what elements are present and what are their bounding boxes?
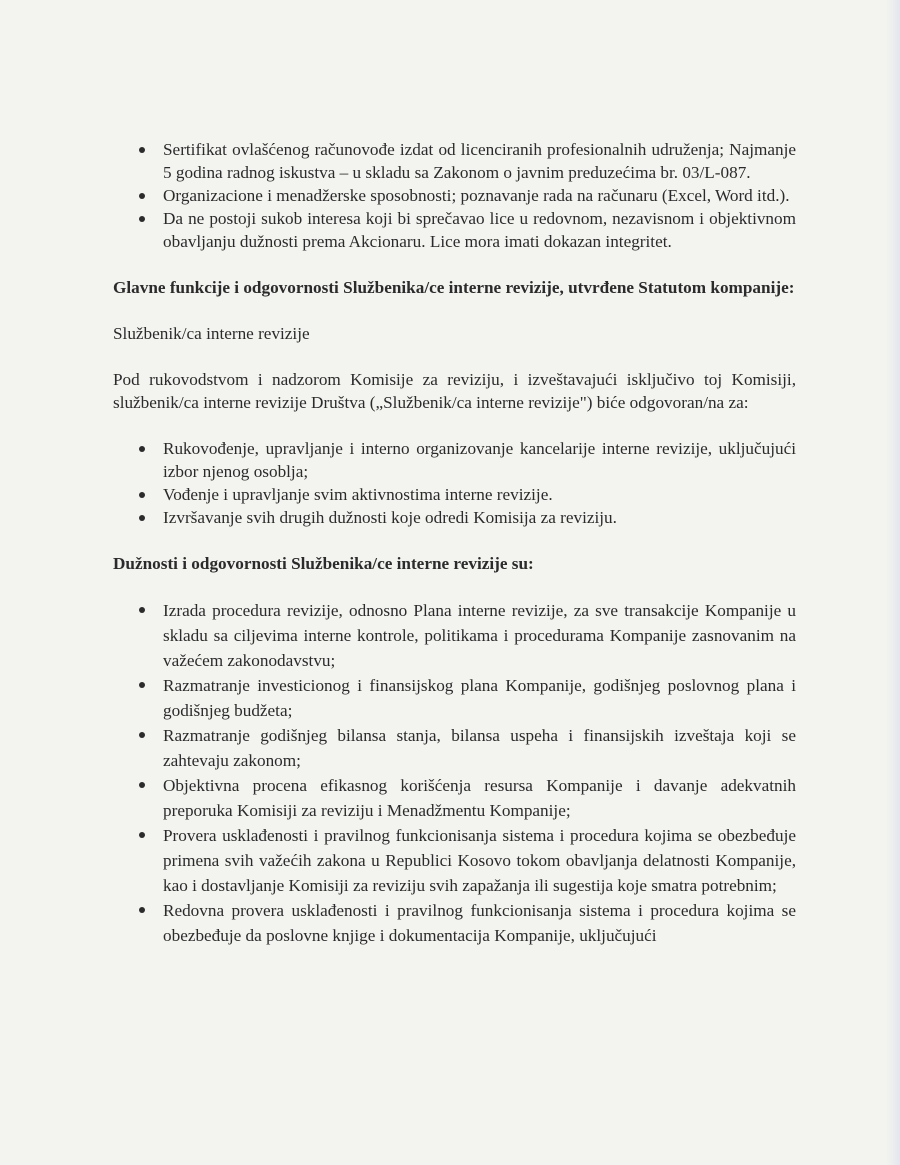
bullet-icon bbox=[139, 193, 145, 199]
requirements-list bbox=[113, 138, 796, 253]
list-item: Izrada procedura revizije, odnosno Plana interne revizije, za sve transakcije Kompanije u skladu sa ciljevima interne kontrole, politikama i procedurama Kompanije zasnovanim na važećem zakonodavstvu; bbox=[113, 598, 796, 673]
list-item: Provera usklađenosti i pravilnog funkcionisanja sistema i procedura kojima se obezbeđuje primena svih važećih zakona u Republici Kosovo tokom obavljanja delatnosti Kompanije, kao i dostavljanje Komisiji za reviziju svih zapažanja ili sugestija koje smatra potrebnim; bbox=[113, 823, 796, 898]
bullet-icon bbox=[139, 832, 145, 838]
list-item: Razmatranje investicionog i finansijskog plana Kompanije, godišnjeg poslovnog plana i godišnjeg budžeta; bbox=[113, 673, 796, 723]
list-item: Objektivna procena efikasnog korišćenja resursa Kompanije i davanje adekvatnih preporuka Komisiji za reviziju i Menadžmentu Kompanije; bbox=[113, 773, 796, 823]
subtitle: Službenik/ca interne revizije bbox=[113, 324, 310, 343]
list-item: Vođenje i upravljanje svim aktivnostima interne revizije. bbox=[113, 483, 796, 506]
bullet-icon bbox=[139, 682, 145, 688]
bullet-icon bbox=[139, 492, 145, 498]
responsibilities-list bbox=[113, 437, 796, 529]
bullet-icon bbox=[139, 147, 145, 153]
intro-paragraph: Pod rukovodstvom i nadzorom Komisije za reviziju, i izveštavajući isključivo toj Komisiji, službenik/ca interne revizije Društva („Službenik/ca interne revizije") biće odgovoran/na za: bbox=[113, 370, 796, 412]
bullet-icon bbox=[139, 216, 145, 222]
list-item: Rukovođenje, upravljanje i interno organizovanje kancelarije interne revizije, uključujući izbor njenog osoblja; bbox=[113, 437, 796, 483]
bullet-icon bbox=[139, 446, 145, 452]
bullet-icon bbox=[139, 782, 145, 788]
page-content bbox=[113, 138, 796, 948]
list-item: Sertifikat ovlašćenog računovođe izdat od licenciranih profesionalnih udruženja; Najmanje 5 godina radnog iskustva – u skladu sa Zakonom o javnim preduzećima br. 03/L-087. bbox=[113, 138, 796, 184]
bullet-icon bbox=[139, 907, 145, 913]
list-item: Razmatranje godišnjeg bilansa stanja, bilansa uspeha i finansijskih izveštaja koji se zahtevaju zakonom; bbox=[113, 723, 796, 773]
bullet-icon bbox=[139, 732, 145, 738]
list-item: Organizacione i menadžerske sposobnosti; poznavanje rada na računaru (Excel, Word itd.). bbox=[113, 184, 796, 207]
bullet-icon bbox=[139, 515, 145, 521]
list-item: Da ne postoji sukob interesa koji bi sprečavao lice u redovnom, nezavisnom i objektivnom obavljanju dužnosti prema Akcionaru. Lice mora imati dokazan integritet. bbox=[113, 207, 796, 253]
list-item: Redovna provera usklađenosti i pravilnog funkcionisanja sistema i procedura kojima se obezbeđuje da poslovne knjige i dokumentacija Kompanije, uključujući bbox=[113, 898, 796, 948]
list-item: Izvršavanje svih drugih dužnosti koje odredi Komisija za reviziju. bbox=[113, 506, 796, 529]
bullet-icon bbox=[139, 607, 145, 613]
section-heading-main-functions: Glavne funkcije i odgovornosti Službenika/ce interne revizije, utvrđene Statutom kompanije: bbox=[113, 278, 795, 297]
duties-list bbox=[113, 598, 796, 948]
section-heading-duties: Dužnosti i odgovornosti Službenika/ce interne revizije su: bbox=[113, 554, 534, 573]
